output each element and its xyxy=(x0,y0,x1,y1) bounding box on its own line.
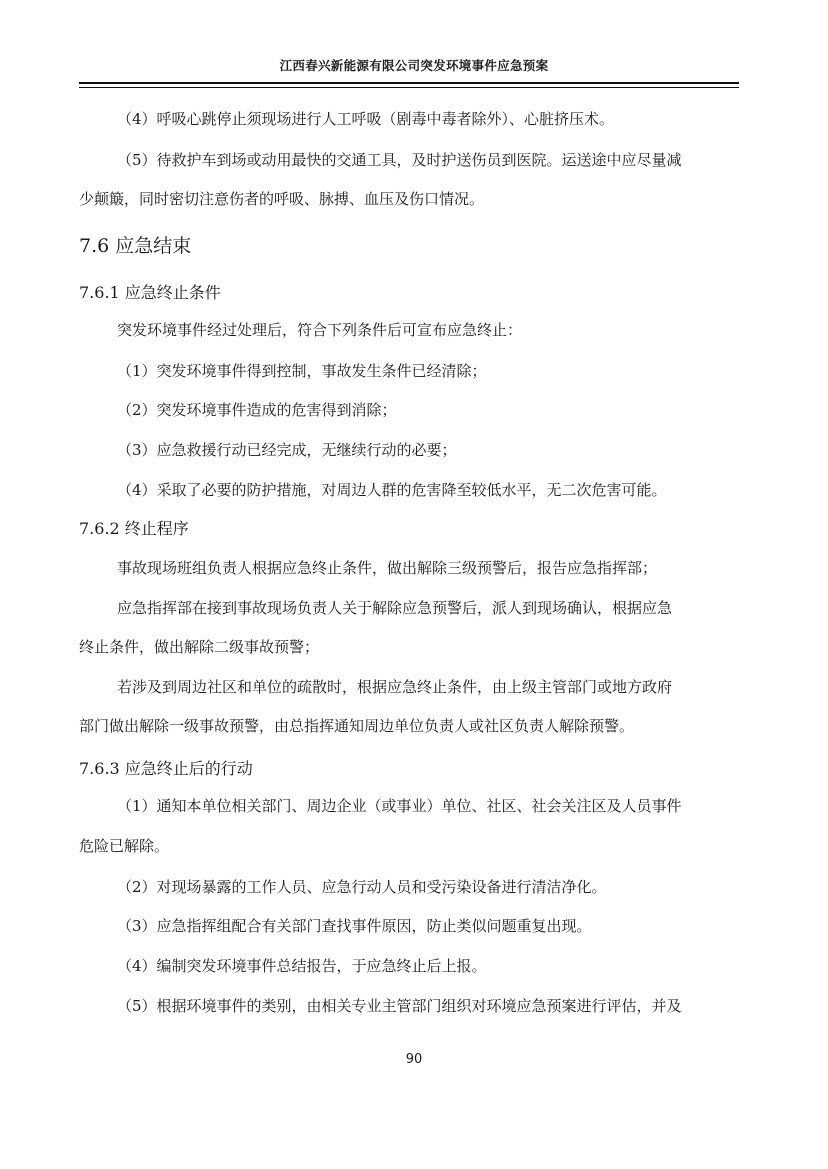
paragraph-line: 危险已解除。 xyxy=(79,837,170,855)
paragraph-line: 少颠簸，同时密切注意伤者的呼吸、脉搏、血压及伤口情况。 xyxy=(79,190,485,208)
list-item: （3）应急指挥组配合有关部门查找事件原因，防止类似问题重复出现。 xyxy=(117,917,592,935)
section-heading: 7.6 应急结束 xyxy=(79,235,192,257)
paragraph-line: 若涉及到周边社区和单位的疏散时，根据应急终止条件，由上级主管部门或地方政府 xyxy=(117,678,673,696)
paragraph-line: 突发环境事件经过处理后，符合下列条件后可宣布应急终止： xyxy=(117,321,523,339)
header-rule-thick xyxy=(79,82,739,84)
paragraph-line: （4）呼吸心跳停止须现场进行人工呼吸（剧毒中毒者除外）、心脏挤压术。 xyxy=(117,110,615,128)
page-number: 90 xyxy=(405,1052,423,1067)
list-item: （2）突发环境事件造成的危害得到消除； xyxy=(117,401,397,419)
subsection-heading: 7.6.1 应急终止条件 xyxy=(79,283,221,302)
paragraph-line: 终止条件，做出解除二级事故预警； xyxy=(79,638,320,656)
list-item: （4）编制突发环境事件总结报告，于应急终止后上报。 xyxy=(117,957,487,975)
list-item: （5）根据环境事件的类别，由相关专业主管部门组织对环境应急预案进行评估，并及 xyxy=(117,997,682,1015)
paragraph-line: 事故现场班组负责人根据应急终止条件，做出解除三级预警后，报告应急指挥部； xyxy=(117,559,658,577)
list-item: （2）对现场暴露的工作人员、应急行动人员和受污染设备进行清洁净化。 xyxy=(117,878,607,896)
paragraph-line: 部门做出解除一级事故预警，由总指挥通知周边单位负责人或社区负责人解除预警。 xyxy=(79,717,635,735)
list-item: （3）应急救援行动已经完成，无继续行动的必要； xyxy=(117,441,457,459)
list-item: （1）突发环境事件得到控制，事故发生条件已经清除； xyxy=(117,362,487,380)
paragraph-line: 应急指挥部在接到事故现场负责人关于解除应急预警后，派人到现场确认，根据应急 xyxy=(117,599,673,617)
list-item: （1）通知本单位相关部门、周边企业（或事业）单位、社区、社会关注区及人员事件 xyxy=(117,797,682,815)
subsection-heading: 7.6.2 终止程序 xyxy=(79,519,189,538)
subsection-heading: 7.6.3 应急终止后的行动 xyxy=(79,759,253,778)
page-header: 江西春兴新能源有限公司突发环境事件应急预案 xyxy=(279,58,549,73)
paragraph-line: （5）待救护车到场或动用最快的交通工具，及时护送伤员到医院。运送途中应尽量减 xyxy=(117,151,682,169)
list-item: （4）采取了必要的防护措施，对周边人群的危害降至较低水平，无二次危害可能。 xyxy=(117,481,667,499)
header-rule-thin xyxy=(79,87,739,88)
